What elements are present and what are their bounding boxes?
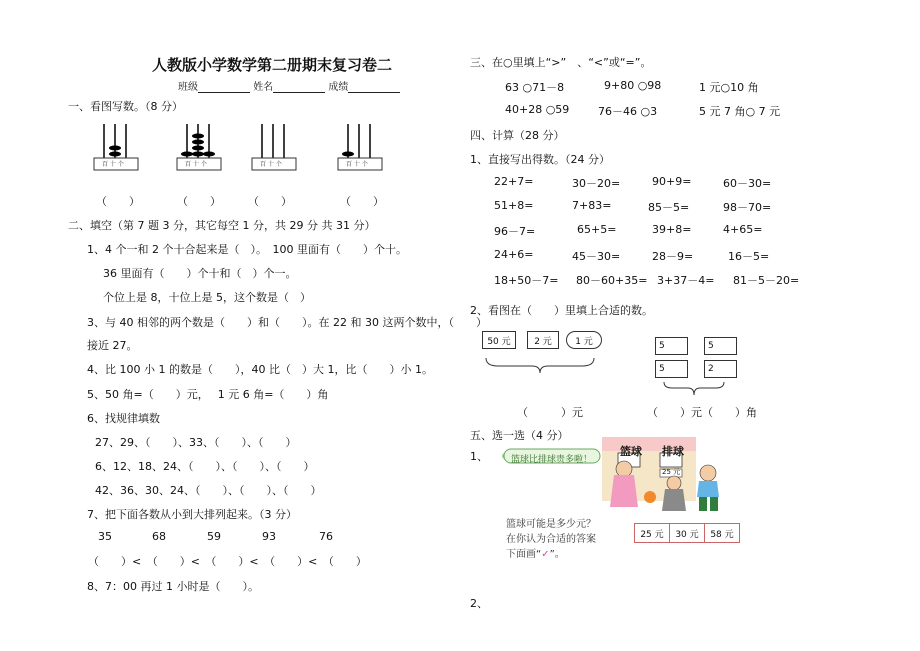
subsection-heading: 1、直接写出得数。（24 分） <box>470 153 610 166</box>
abacus-3-labels: 百 十 个 <box>260 161 282 168</box>
fill-line: 个位上是 8，十位上是 5，这个数是（ ） <box>103 291 311 304</box>
section-2-heading: 二、填空（第 7 题 3 分，其它每空 1 分，共 29 分 共 31 分） <box>68 219 376 232</box>
compare-item[interactable]: 63 ○71－8 <box>505 81 565 94</box>
calc-item[interactable]: 98－70= <box>723 201 772 214</box>
question-number: 1、 <box>470 450 488 463</box>
fill-line: 3、与 40 相邻的两个数是（ ）和（ ）。在 22 和 30 这两个数中，（ ） <box>87 316 487 329</box>
order-blanks[interactable]: （ ）< （ ）< （ ）< （ ）< （ ） <box>88 555 367 568</box>
calc-item[interactable]: 90+9= <box>652 175 692 188</box>
volleyball-price-tag: 25 元 <box>662 468 681 476</box>
name-field[interactable] <box>273 82 325 93</box>
sort-number: 93 <box>262 530 276 543</box>
money-note-5: 5 <box>655 337 688 355</box>
section-3-heading: 三、在○里填上“>” 、“<”或“=”。 <box>470 56 652 69</box>
fill-line: 7、把下面各数从小到大排列起来。（3 分） <box>87 508 297 521</box>
calc-item[interactable]: 51+8= <box>494 199 534 212</box>
answer-blank-2[interactable]: （ ） <box>177 195 221 208</box>
money-note-2: 2 <box>704 360 737 378</box>
fill-line: 接近 27。 <box>87 339 138 352</box>
subsection-heading: 2、看图在（ ）里填上合适的数。 <box>470 304 653 317</box>
score-field[interactable] <box>348 82 400 93</box>
money-note-2: 2 元 <box>527 331 559 349</box>
score-label: 成绩 <box>328 82 349 93</box>
answer-yuan[interactable]: （ ）元 <box>517 406 583 419</box>
class-label: 班级 <box>178 82 198 93</box>
section-1-heading: 一、看图写数。（8 分） <box>68 100 183 113</box>
option-58[interactable]: 58 元 <box>710 529 734 540</box>
sort-number: 76 <box>319 530 333 543</box>
calc-item[interactable]: 4+65= <box>723 223 763 236</box>
answer-yuan-jiao[interactable]: （ ）元（ ）角 <box>647 406 757 419</box>
question-line: 在你认为合适的答案 <box>506 534 596 545</box>
question-text-end: ”。 <box>549 549 565 560</box>
fill-line: 4、比 100 小 1 的数是（ ），40 比（ ）大 1，比（ ）小 1。 <box>87 363 433 376</box>
calc-item[interactable]: 7+83= <box>572 199 612 212</box>
calc-item[interactable]: 65+5= <box>577 223 617 236</box>
question-number: 2、 <box>470 597 488 610</box>
calc-item[interactable]: 28－9= <box>652 250 694 263</box>
sort-number: 68 <box>152 530 166 543</box>
compare-item[interactable]: 40+28 ○59 <box>505 103 570 116</box>
calc-item[interactable]: 60－30= <box>723 177 772 190</box>
question-text: 下面画“ <box>506 549 542 560</box>
pattern-line: 27、29、（ ）、33、（ ）、（ ） <box>95 436 297 449</box>
options-row <box>634 523 740 543</box>
calc-item[interactable]: 45－30= <box>572 250 621 263</box>
basketball-sign: 篮球 <box>620 445 642 458</box>
section-5-heading: 五、选一选（4 分） <box>470 429 569 442</box>
class-field[interactable] <box>198 82 250 93</box>
fill-line: 1、4 个一和 2 个十合起来是（ ）。 100 里面有（ ）个十。 <box>87 243 407 256</box>
fill-line: 6、找规律填数 <box>87 412 160 425</box>
calc-item[interactable]: 22+7= <box>494 175 534 188</box>
answer-blank-1[interactable]: （ ） <box>96 195 140 208</box>
pattern-line: 42、36、30、24、（ ）、（ ）、（ ） <box>95 484 322 497</box>
shop-illustration <box>500 435 730 513</box>
calc-item[interactable]: 81－5－20= <box>733 274 800 287</box>
compare-item[interactable]: 5 元 7 角○ 7 元 <box>699 105 781 118</box>
answer-blank-4[interactable]: （ ） <box>340 195 384 208</box>
question-line <box>506 545 565 560</box>
compare-item[interactable]: 1 元○10 角 <box>699 81 759 94</box>
option-25[interactable]: 25 元 <box>635 524 670 542</box>
fill-line: 5、50 角=（ ）元， 1 元 6 角=（ ）角 <box>87 388 329 401</box>
calc-item[interactable]: 30－20= <box>572 177 621 190</box>
calc-item[interactable]: 80－60+35= <box>576 274 648 287</box>
calc-item[interactable]: 85－5= <box>648 201 690 214</box>
calc-item[interactable]: 39+8= <box>652 223 692 236</box>
calc-item[interactable]: 18+50－7= <box>494 274 559 287</box>
compare-item[interactable]: 9+80 ○98 <box>604 79 662 92</box>
brace-right <box>662 380 726 396</box>
brace-left <box>484 356 596 374</box>
option-30[interactable]: 30 元 <box>670 524 705 542</box>
student-info <box>178 78 400 93</box>
money-note-50: 50 元 <box>482 331 516 349</box>
fill-line: 36 里面有（ ）个十和（ ）个一。 <box>103 267 297 280</box>
money-note-5: 5 <box>704 337 737 355</box>
section-4-heading: 四、计算（28 分） <box>470 129 565 142</box>
name-label: 姓名 <box>253 82 274 93</box>
money-note-5: 5 <box>655 360 688 378</box>
volleyball-sign: 排球 <box>662 445 684 458</box>
question-line: 篮球可能是多少元？ <box>506 519 596 530</box>
check-mark-icon: ✓ <box>541 549 550 560</box>
calc-item[interactable]: 16－5= <box>728 250 770 263</box>
calc-item[interactable]: 24+6= <box>494 248 534 261</box>
abacus-1-labels: 百 十 个 <box>102 161 124 168</box>
sort-number: 35 <box>98 530 112 543</box>
abacus-4-labels: 百 十 个 <box>346 161 368 168</box>
fill-line: 8、7：00 再过 1 小时是（ ）。 <box>87 580 259 593</box>
sort-number: 59 <box>207 530 221 543</box>
answer-blank-3[interactable]: （ ） <box>248 195 292 208</box>
page-title: 人教版小学数学第二册期末复习卷二 <box>152 56 393 74</box>
money-coin-1: 1 元 <box>566 331 602 349</box>
calc-item[interactable]: 3+37－4= <box>657 274 715 287</box>
pattern-line: 6、12、18、24、（ ）、（ ）、（ ） <box>95 460 315 473</box>
compare-item[interactable]: 76－46 ○3 <box>598 105 658 118</box>
abacus-2-labels: 百 十 个 <box>185 161 207 168</box>
speech-bubble-text: 篮球比排球贵多啦！ <box>511 455 593 465</box>
calc-item[interactable]: 96－7= <box>494 225 536 238</box>
